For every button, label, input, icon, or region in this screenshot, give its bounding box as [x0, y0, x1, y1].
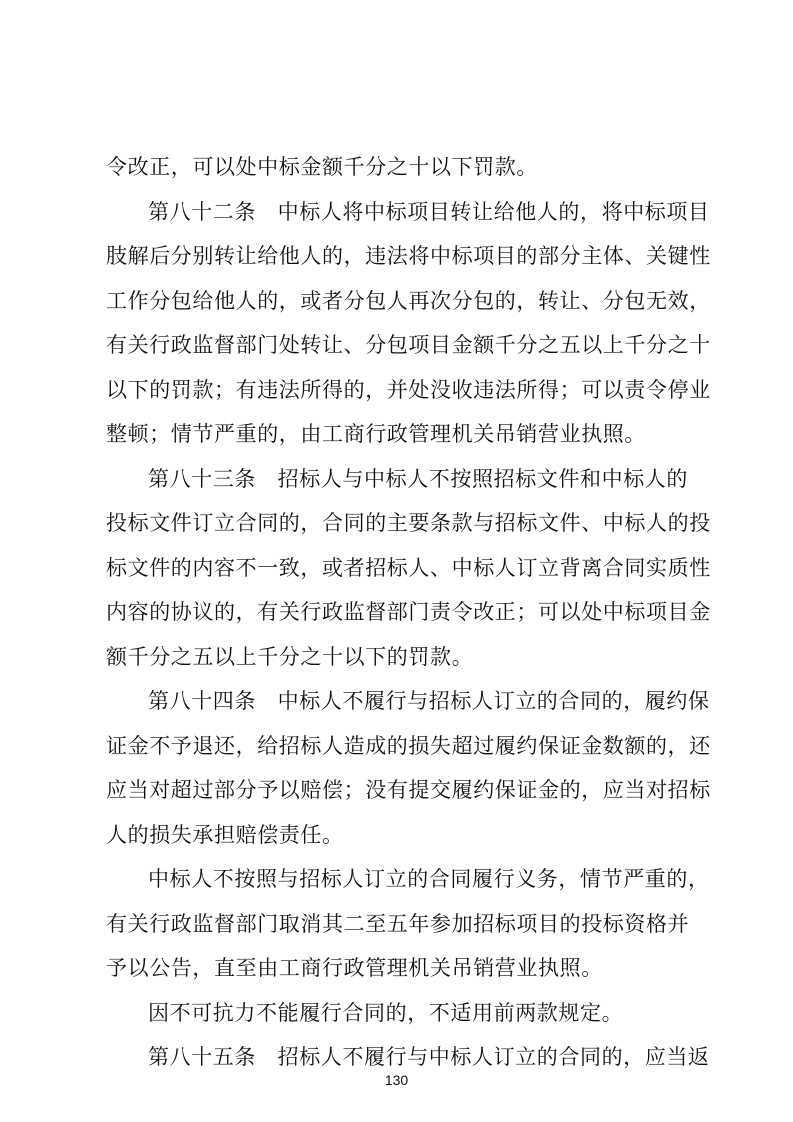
text-line: 应当对超过部分予以赔偿；没有提交履约保证金的，应当对招标 [106, 778, 711, 802]
text-line: 整顿；情节严重的，由工商行政管理机关吊销营业执照。 [106, 422, 646, 446]
article-82-heading-line: 第八十二条 中标人将中标项目转让给他人的，将中标项目 [148, 199, 710, 224]
paragraph-start-line: 因不可抗力不能履行合同的，不适用前两款规定。 [148, 1000, 624, 1025]
article-85-heading-line: 第八十五条 招标人不履行与中标人订立的合同的，应当返 [148, 1045, 710, 1069]
text-line: 额千分之五以上千分之十以下的罚款。 [106, 644, 474, 669]
text-line: 内容的协议的，有关行政监督部门责令改正；可以处中标项目金 [106, 600, 711, 624]
text-line: 予以公告，直至由工商行政管理机关吊销营业执照。 [106, 956, 603, 980]
text-line: 工作分包给他人的，或者分包人再次分包的，转让、分包无效， [106, 288, 711, 313]
article-83-heading-line: 第八十三条 招标人与中标人不按照招标文件和中标人的 [148, 466, 688, 491]
paragraph-start-line: 中标人不按照与招标人订立的合同履行义务，情节严重的， [148, 867, 710, 891]
text-line: 标文件的内容不一致，或者招标人、中标人订立背离合同实质性 [106, 555, 711, 580]
text-line: 以下的罚款；有违法所得的，并处没收违法所得；可以责令停业 [106, 377, 711, 402]
text-line: 令改正，可以处中标金额千分之十以下罚款。 [106, 155, 538, 179]
text-line: 投标文件订立合同的，合同的主要条款与招标文件、中标人的投 [106, 511, 711, 535]
text-line: 肢解后分别转让给他人的，违法将中标项目的部分主体、关键性 [106, 244, 711, 268]
text-line: 证金不予退还，给招标人造成的损失超过履约保证金数额的，还 [106, 733, 711, 758]
text-line: 有关行政监督部门处转让、分包项目金额千分之五以上千分之十 [106, 333, 711, 357]
article-84-heading-line: 第八十四条 中标人不履行与招标人订立的合同的，履约保 [148, 689, 710, 713]
text-line: 人的损失承担赔偿责任。 [106, 822, 344, 847]
article-text [106, 145, 711, 1080]
text-line: 有关行政监督部门取消其二至五年参加招标项目的投标资格并 [106, 911, 690, 936]
page-number: 130 [384, 1072, 409, 1088]
